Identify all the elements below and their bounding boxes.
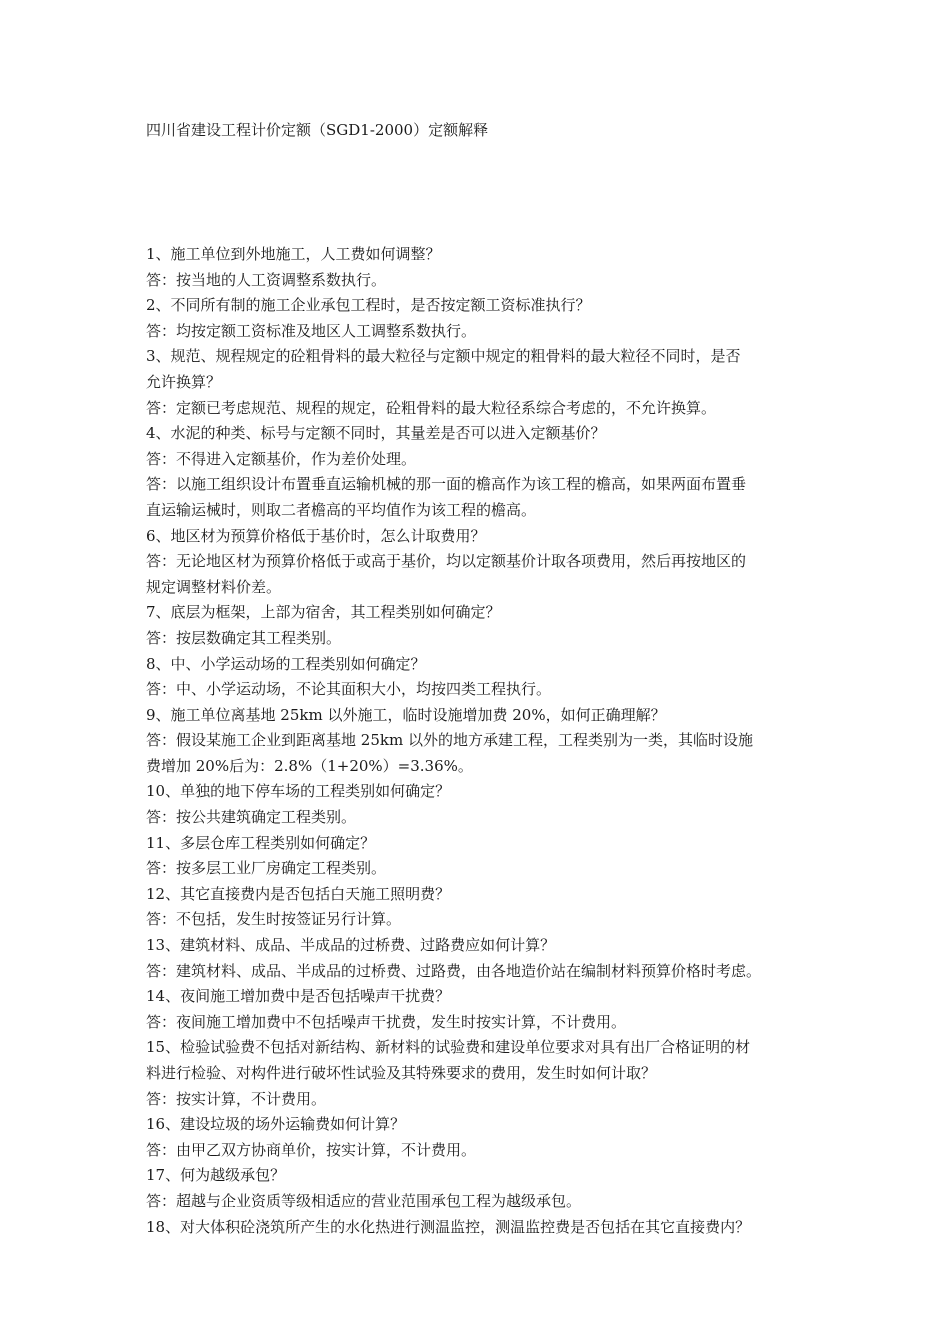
answer-line: 答：无论地区材为预算价格低于或高于基价，均以定额基价计取各项费用，然后再按地区的 bbox=[146, 552, 747, 571]
question-line: 3、规范、规程规定的砼粗骨料的最大粒径与定额中规定的粗骨料的最大粒径不同时，是否 bbox=[146, 347, 741, 366]
question-line: 16、建设垃圾的场外运输费如何计算？ bbox=[146, 1115, 406, 1134]
answer-line: 答：按层数确定其工程类别。 bbox=[146, 628, 342, 647]
question-line: 料进行检验、对构件进行破坏性试验及其特殊要求的费用，发生时如何计取？ bbox=[146, 1064, 657, 1082]
question-line: 1、施工单位到外地施工，人工费如何调整？ bbox=[146, 245, 441, 263]
answer-line: 答：按当地的人工资调整系数执行。 bbox=[146, 270, 387, 289]
question-line: 2、不同所有制的施工企业承包工程时，是否按定额工资标准执行？ bbox=[146, 296, 591, 315]
question-line: 15、检验试验费不包括对新结构、新材料的试验费和建设单位要求对具有出厂合格证明的材 bbox=[146, 1038, 751, 1057]
question-line: 8、中、小学运动场的工程类别如何确定？ bbox=[146, 654, 426, 673]
question-line: 4、水泥的种类、标号与定额不同时，其量差是否可以进入定额基价？ bbox=[146, 424, 606, 443]
answer-line: 答：夜间施工增加费中不包括噪声干扰费，发生时按实计算，不计费用。 bbox=[146, 1012, 627, 1031]
question-line: 11、多层仓库工程类别如何确定？ bbox=[146, 833, 376, 852]
answer-line: 答：以施工组织设计布置垂直运输机械的那一面的檐高作为该工程的檐高，如果两面布置垂 bbox=[146, 475, 747, 494]
question-line: 14、夜间施工增加费中是否包括噪声干扰费？ bbox=[146, 987, 451, 1006]
question-line: 7、底层为框架，上部为宿舍，其工程类别如何确定？ bbox=[146, 603, 501, 622]
question-line: 允许换算？ bbox=[146, 372, 222, 391]
document-body bbox=[146, 242, 812, 1240]
question-line: 12、其它直接费内是否包括白天施工照明费？ bbox=[146, 884, 451, 903]
answer-line: 答：由甲乙双方协商单价，按实计算，不计费用。 bbox=[146, 1140, 477, 1159]
question-line: 规定调整材料价差。 bbox=[146, 577, 282, 596]
question-line: 18、对大体积砼浇筑所产生的水化热进行测温监控，测温监控费是否包括在其它直接费内？ bbox=[146, 1217, 751, 1236]
answer-line: 答：不得进入定额基价，作为差价处理。 bbox=[146, 449, 417, 468]
question-line: 13、建筑材料、成品、半成品的过桥费、过路费应如何计算？ bbox=[146, 936, 556, 955]
answer-line: 答：中、小学运动场，不论其面积大小，均按四类工程执行。 bbox=[146, 680, 552, 699]
answer-line: 答：超越与企业资质等级相适应的营业范围承包工程为越级承包。 bbox=[146, 1191, 582, 1210]
answer-line: 答：按公共建筑确定工程类别。 bbox=[146, 808, 357, 827]
answer-line: 答：按多层工业厂房确定工程类别。 bbox=[146, 859, 387, 878]
question-line: 直运输运械时，则取二者檐高的平均值作为该工程的檐高。 bbox=[146, 500, 537, 519]
question-line: 10、单独的地下停车场的工程类别如何确定？ bbox=[146, 782, 451, 801]
answer-line: 答：不包括，发生时按签证另行计算。 bbox=[146, 910, 402, 929]
question-line: 17、何为越级承包？ bbox=[146, 1166, 286, 1185]
answer-line: 答：建筑材料、成品、半成品的过桥费、过路费，由各地造价站在编制材料预算价格时考虑。 bbox=[146, 961, 762, 980]
answer-line: 答：假设某施工企业到距离基地 25km 以外的地方承建工程，工程类别为一类，其临时设施 bbox=[146, 731, 753, 750]
answer-line: 答：均按定额工资标准及地区人工调整系数执行。 bbox=[146, 321, 477, 340]
document-title: 四川省建设工程计价定额（SGD1-2000）定额解释 bbox=[146, 121, 489, 139]
answer-line: 答：定额已考虑规范、规程的规定，砼粗骨料的最大粒径系综合考虑的，不允许换算。 bbox=[146, 398, 717, 417]
question-line: 6、地区材为预算价格低于基价时，怎么计取费用？ bbox=[146, 526, 486, 545]
question-line: 费增加 20%后为：2.8%（1+20%）=3.36%。 bbox=[146, 756, 473, 775]
question-line: 9、施工单位离基地 25km 以外施工，临时设施增加费 20%，如何正确理解？ bbox=[146, 705, 666, 724]
answer-line: 答：按实计算，不计费用。 bbox=[146, 1089, 327, 1108]
